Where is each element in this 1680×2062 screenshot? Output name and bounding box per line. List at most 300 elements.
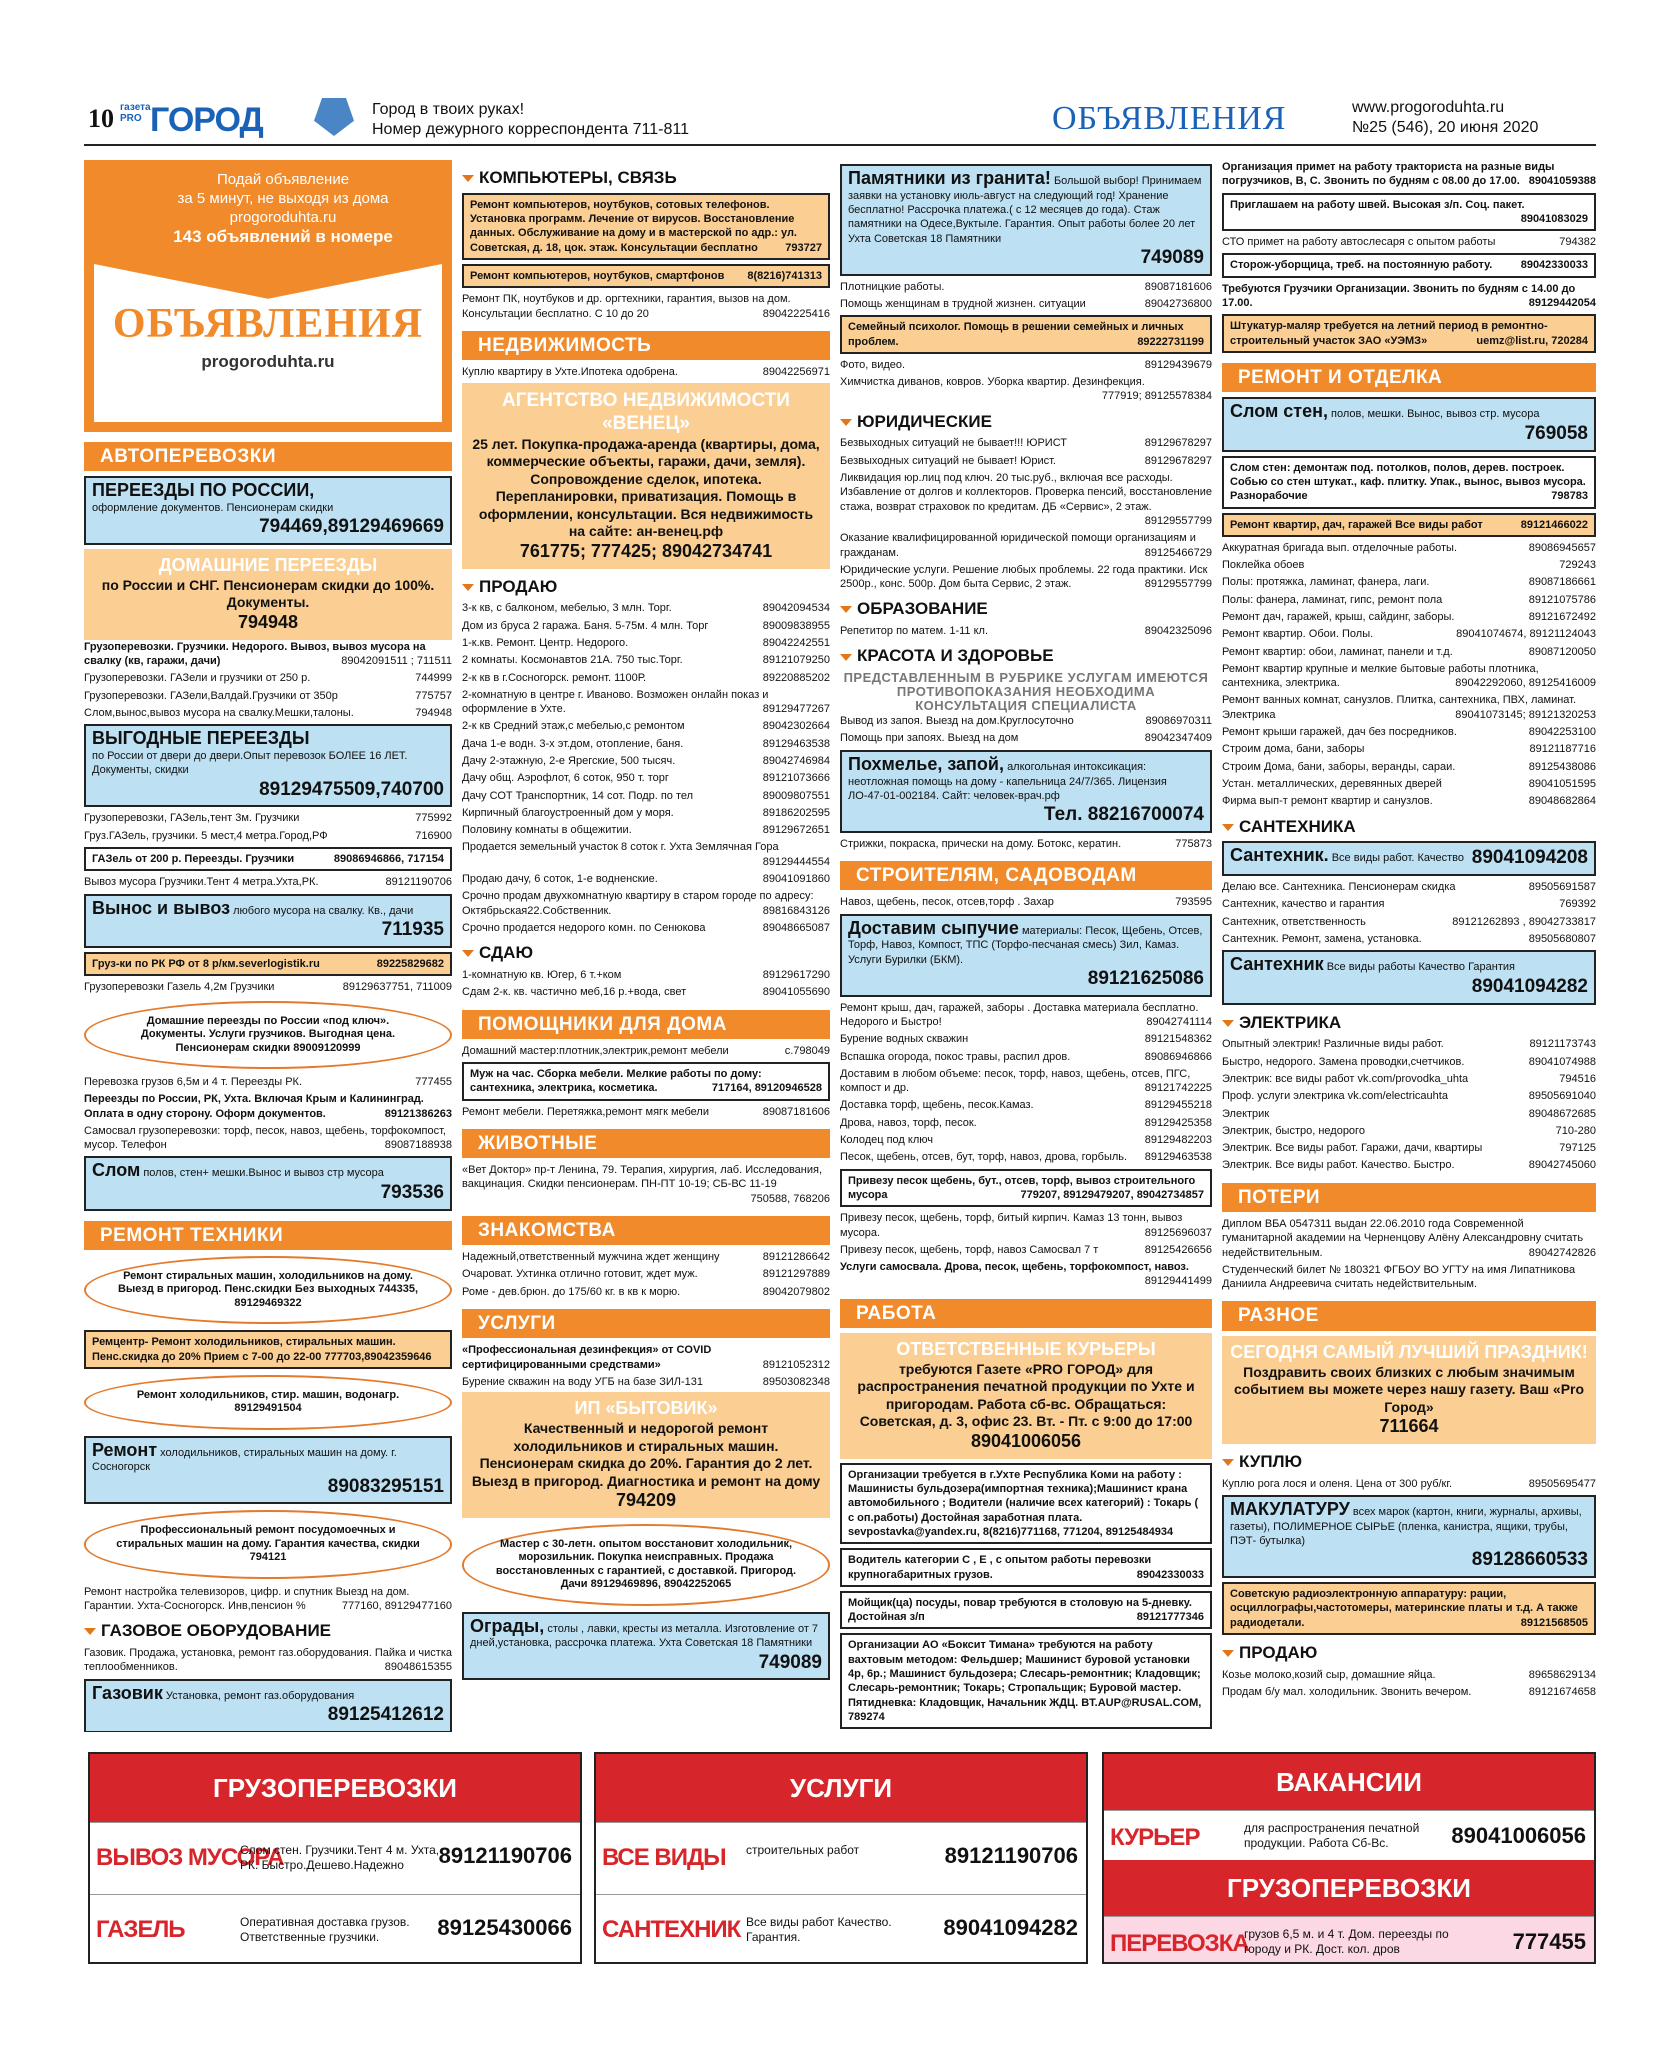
ad-text: Электрик. Все виды работ. Качество. Быстро.	[1222, 1159, 1455, 1172]
ad-box	[1222, 1582, 1596, 1635]
ad-head: Доставим сыпучие	[848, 917, 1019, 938]
list-item	[840, 1150, 1212, 1164]
ad-box	[84, 724, 452, 807]
ad-phone: 779207, 89129479207, 89042734857	[1020, 1188, 1204, 1201]
ad-text: Газовик. Продажа, установка, ремонт газ.оборудования. Пайка и чистка теплообменников.	[84, 1647, 452, 1674]
ad-item	[840, 895, 1212, 909]
ad-text: оформление документов. Пенсионерам скидки	[92, 501, 334, 514]
ad-text: Куплю рога лося и оленя. Цена от 300 руб/кг.	[1222, 1477, 1453, 1490]
promo-top	[84, 160, 452, 247]
ad-text: Слом,вынос,вывоз мусора на свалку.Мешки,талоны.	[84, 707, 354, 720]
ad-phone: 89121173743	[1529, 1038, 1596, 1051]
ad-text: Ремонт мебели. Перетяжка,ремонт мягк мебели	[462, 1105, 709, 1118]
ad-phone: 89041074674, 89121124043	[1456, 628, 1596, 641]
section-tech-repair: РЕМОНТ ТЕХНИКИ	[84, 1221, 452, 1250]
sell-list	[462, 601, 830, 935]
ad-text: Бурение водных скважин	[840, 1033, 969, 1046]
ad-text: Помощь при запоях. Выезд на дом	[840, 732, 1019, 745]
ad-box	[1222, 513, 1596, 537]
ad-head: Газовик	[92, 1682, 163, 1703]
list-item	[840, 1032, 1212, 1046]
list-item	[1222, 777, 1596, 791]
ad-box	[840, 914, 1212, 997]
list-item	[1222, 760, 1596, 774]
ad-box	[840, 750, 1212, 833]
ad-text: Ремонт стиральных машин, холодильников на дому. Выезд в пригород. Пенс.скидки Без выходных	[117, 1270, 413, 1296]
bottom-desc: Все виды работ Качество. Гарантия.	[746, 1915, 892, 1944]
ad-text: холодильников, стиральных машин на дому. г. Сосногорск	[92, 1446, 397, 1474]
ad-text: Фото, видео.	[840, 358, 906, 371]
ad-text: Грузоперевозки. ГАЗели,Валдай.Грузчики от 350р	[84, 689, 338, 702]
builders-list	[840, 1001, 1212, 1165]
list-item	[840, 1001, 1212, 1030]
ad-item	[840, 731, 1212, 745]
banner-title: ОТВЕТСТВЕННЫЕ КУРЬЕРЫ	[896, 1338, 1156, 1359]
ad-phone: 89041094208	[1471, 847, 1588, 869]
ad-phone: 89041073145; 89121320253	[1455, 708, 1596, 721]
list-item	[840, 454, 1212, 468]
ad-phone: 89121297889	[762, 1268, 830, 1281]
ad-phone: 89129455218	[1144, 1099, 1212, 1112]
ad-phone: 89121262893 , 89042733817	[1452, 915, 1596, 928]
section-work: РАБОТА	[840, 1299, 1212, 1328]
ad-phone: 89042330033	[1520, 259, 1588, 272]
ad-phone: 89129469896, 89042252065	[590, 1578, 732, 1591]
ad-phone: 89658629134	[1528, 1668, 1596, 1681]
ad-text: Полы: фанера, ламинат, гипс, ремонт пола	[1222, 593, 1443, 606]
bottom-phone: 89121190706	[438, 1843, 572, 1868]
list-item	[1222, 1089, 1596, 1103]
ad-text: Песок, щебень, отсев, бут, торф, навоз, дрова, горбыль.	[840, 1151, 1128, 1164]
ad-text: Домашние переезды по России «под ключ». Документы. Услуги грузчиков. Выгодная цена. Пенсионерам скидки	[140, 1014, 396, 1054]
ad-item	[840, 1211, 1212, 1240]
ad-text: Мастер с 30-летн. опытом восстановит холодильник, морозильник. Покупка неисправных. Продажа восстановленных с гарантией, с доставкой. Пригород. Дачи	[495, 1538, 797, 1591]
ad-phone: uemz@list.ru, 720284	[1476, 334, 1588, 347]
ad-text: Дрова, навоз, торф, песок.	[840, 1116, 977, 1129]
ad-phone: 769058	[1524, 422, 1588, 444]
ad-text: Сантехник, ответственность	[1222, 915, 1366, 928]
ad-box	[840, 1548, 1212, 1587]
ad-phone: 89129491504	[234, 1402, 302, 1415]
ad-text: Электрик. Все виды работ. Гаражи, дачи, квартиры	[1222, 1142, 1483, 1155]
ad-text: Профессиональный ремонт посудомоечных и стиральных машин на дому. Гарантия качества, скидки	[116, 1524, 420, 1550]
legal-list	[840, 436, 1212, 591]
ad-phone: 89042225416	[762, 307, 830, 320]
ad-phone: 744999	[415, 672, 452, 685]
tagline-line1: Город в твоих руках!	[372, 101, 525, 118]
ad-phone: Тел. 88216700074	[1043, 804, 1204, 826]
ad-phone: 89129672651	[762, 824, 830, 837]
ad-phone: 89129463538	[762, 737, 830, 750]
list-item	[1222, 610, 1596, 624]
ad-text: Ремцентр- Ремонт холодильников, стиральных машин. Пенс.скидка до 20% Прием с 7-00 до 22-00	[92, 1336, 396, 1363]
bottom-title: ВАКАНСИИ	[1104, 1754, 1594, 1810]
ad-text: Груз.ГАЗель, грузчики. 5 мест,4 метра.Город,РФ	[84, 829, 328, 842]
ad-box	[84, 1156, 452, 1210]
list-item	[1222, 932, 1596, 946]
ad-text: Половину комнаты в общежитии.	[462, 824, 632, 837]
ad-phone: 89225829682	[376, 958, 444, 971]
ad-box	[84, 952, 452, 976]
bottom-phone: 89121190706	[944, 1843, 1078, 1868]
ad-phone: 797125	[1559, 1142, 1596, 1155]
ad-phone: 89121187716	[1529, 743, 1596, 756]
ad-phone: 711935	[381, 919, 444, 941]
list-item	[462, 1285, 830, 1299]
section-real-estate: НЕДВИЖИМОСТЬ	[462, 331, 830, 360]
ad-item	[84, 980, 452, 994]
ad-phone: 89121073666	[762, 772, 830, 785]
list-item	[1222, 725, 1596, 739]
bottom-row	[596, 1822, 1086, 1894]
ad-phone: 89125438086	[1528, 760, 1596, 773]
ad-phone: 89041059388	[1528, 175, 1596, 188]
section-misc: РАЗНОЕ	[1222, 1301, 1596, 1330]
ad-text: 2-к кв Средний этаж,с мебелью,с ремонтом	[462, 720, 685, 733]
ad-text: Самосвал грузоперевозки: торф, песок, навоз, щебень, торфокомпост, мусор. Телефон	[84, 1124, 446, 1152]
ad-phone: 89048615355	[384, 1661, 452, 1674]
ad-item	[840, 1243, 1212, 1257]
ad-item	[1222, 1685, 1596, 1699]
electrics-list	[1222, 1037, 1596, 1172]
ad-phone: 89042242551	[762, 636, 830, 649]
ad-text: Водитель категории С , Е , с опытом работы перевозки крупногабаритных грузов.	[848, 1554, 1152, 1581]
ad-text: 1-комнатную кв. Югер, 6 т.+ком	[462, 968, 622, 981]
ad-text: Ремонт настройка телевизоров, цифр. и спутник Выезд на дом. Гарантии. Ухта-Сосногорск. Инв,пенсион %	[84, 1585, 410, 1612]
ad-phone: 89042742826	[1528, 1246, 1596, 1259]
bottom-cargo-banner	[88, 1752, 582, 1964]
ad-text: 1-к.кв. Ремонт. Центр. Недорого.	[462, 636, 629, 649]
ad-phone: 89041083029	[1520, 212, 1588, 225]
section-title: ОБЪЯВЛЕНИЯ	[1052, 100, 1287, 137]
ad-text: Аккуратная бригада вып. отделочные работы.	[1222, 541, 1457, 554]
ad-phone: 89121674658	[1528, 1686, 1596, 1699]
ad-phone: 89125426656	[1144, 1243, 1212, 1256]
list-item	[462, 985, 830, 999]
ad-phone: 89087188938	[384, 1139, 452, 1152]
ad-item	[462, 1375, 830, 1389]
ad-oval	[84, 1001, 452, 1069]
ad-phone: 89129439679	[1144, 358, 1212, 371]
ad-box	[1222, 253, 1596, 277]
agency-text: 25 лет. Покупка-продажа-аренда (квартиры, дома, коммерческие объекты, гаражи, дачи, земля). Сопровождение сделок, ипотека. Перепланировки, приватизация. Помощь в оформлении, консультации. Вся недвижимость на сайте: ан-венец.рф	[472, 435, 820, 540]
ad-box	[84, 1436, 452, 1505]
bottom-row	[596, 1894, 1086, 1964]
ad-oval	[462, 1524, 830, 1606]
banner-title: ИП «БЫТОВИК»	[574, 1398, 718, 1419]
ad-item	[840, 714, 1212, 728]
ad-phone: 775757	[415, 689, 452, 702]
list-item	[1222, 693, 1596, 722]
bottom-services-banner	[594, 1752, 1088, 1964]
ad-phone: 89121075786	[1528, 593, 1596, 606]
promo-block[interactable]	[84, 160, 452, 432]
ad-item	[462, 1105, 830, 1119]
section-sell: ПРОДАЮ	[1222, 1643, 1596, 1664]
ad-phone: 89129678297	[1144, 437, 1212, 450]
ad-text: Стрижки, покраска, прически на дому. Ботокс, кератин.	[840, 837, 1122, 850]
ad-box	[840, 1591, 1212, 1630]
ad-box	[840, 164, 1212, 276]
list-item	[1222, 1124, 1596, 1138]
ad-text: Продаю дачу, 6 соток, 1-е водненские.	[462, 873, 658, 886]
ad-phone: 89086945657	[1528, 541, 1596, 554]
ad-phone: 89503082348	[762, 1375, 830, 1388]
issue-info: №25 (546), 20 июня 2020	[1352, 119, 1539, 136]
list-item	[1222, 541, 1596, 555]
ad-text: Доставка торф, щебень, песок.Камаз.	[840, 1099, 1034, 1112]
ad-text: Сдам 2-к. кв. частично меб,16 р.+вода, свет	[462, 986, 687, 999]
section-plumbing: САНТЕХНИКА	[1222, 817, 1596, 838]
ad-text: Фирма вып-т ремонт квартир и санузлов.	[1222, 795, 1433, 808]
ad-item	[462, 365, 830, 379]
plumbing-list	[1222, 880, 1596, 946]
ad-phone: 89087186661	[1528, 576, 1596, 589]
ad-head: Слом	[92, 1160, 141, 1181]
ad-phone: 89041094282	[1471, 975, 1588, 997]
repair-list	[1222, 541, 1596, 809]
ad-oval	[84, 1375, 452, 1430]
ad-text: ГАЗель от 200 р. Переезды. Грузчики	[92, 853, 295, 866]
ad-text: Доставим в любом объеме: песок, торф, навоз, щебень, отсев, ПГС, компост и др.	[840, 1067, 1191, 1095]
list-item	[462, 636, 830, 650]
ad-phone: 8(8216)741313	[747, 269, 822, 282]
section-gas: ГАЗОВОЕ ОБОРУДОВАНИЕ	[84, 1621, 452, 1642]
list-item	[1222, 1158, 1596, 1172]
promo-url[interactable]: progoroduhta.ru	[201, 352, 335, 371]
ad-phone: 89042302664	[762, 720, 830, 733]
ad-item	[462, 292, 830, 321]
ad-phone: 750588, 768206	[750, 1192, 830, 1205]
ad-text: Дачу общ. Аэрофлот, 6 соток, 950 т. торг	[462, 772, 669, 785]
ad-text: Студенческий билет № 180321 ФГБОУ ВО УГТУ на имя Липатникова Даниила Андреевича считать недействительным.	[1222, 1263, 1576, 1291]
ad-text: Делаю все. Сантехника. Пенсионерам скидка	[1222, 880, 1456, 893]
list-item	[462, 754, 830, 768]
ad-text: Очароват. Ухтинка отлично готовит, ждет муж.	[462, 1268, 698, 1281]
section-dating: ЗНАКОМСТВА	[462, 1216, 830, 1245]
ad-head: Сантехник.	[1230, 845, 1329, 866]
ad-phone: 89129557799	[1144, 514, 1212, 527]
list-item	[1222, 1037, 1596, 1051]
ad-text: Все виды работы Качество Гарантия	[1326, 961, 1515, 974]
ad-box	[1222, 314, 1596, 353]
ad-text: Ремонт крыши гаражей, дач без посредников.	[1222, 726, 1457, 739]
list-item	[462, 771, 830, 785]
ad-text: 2-комнатную в центре г. Иваново. Возможен онлайн показ и оформление в Ухте.	[462, 688, 769, 716]
ad-item	[840, 837, 1212, 851]
ad-phone: 89042256971	[762, 365, 830, 378]
page-number: 10	[88, 104, 114, 133]
bottom-title: УСЛУГИ	[596, 1754, 1086, 1822]
page-header	[84, 94, 1596, 146]
ad-phone: 89121286642	[762, 1251, 830, 1264]
ad-item	[84, 640, 452, 669]
ad-text: Сантехник. Ремонт, замена, установка.	[1222, 932, 1422, 945]
ad-text: «Профессиональная дезинфекция» от COVID сертифицированными средствами»	[462, 1344, 712, 1371]
ad-text: Бурение скважин на воду УГБ на базе ЗИЛ-131	[462, 1375, 703, 1388]
ad-text: Ремонт холодильников, стир. машин, водонагр.	[136, 1388, 400, 1401]
ad-text: Срочно продам двухкомнатную квартиру в старом городе по адресу: Октябрьская22.Собственник.	[462, 890, 814, 917]
ad-box	[462, 1612, 830, 1681]
ad-head: ПЕРЕЕЗДЫ ПО РОССИИ,	[92, 480, 315, 501]
promo-count: 143 объявлений в номере	[173, 227, 393, 246]
ad-text: Продается земельный участок 8 соток г. Ухта Землячная Гора	[462, 841, 779, 854]
ad-phone: 89086970311	[1145, 715, 1212, 728]
ad-text: Перевозка грузов 6,5м и 4 т. Переезды РК.	[84, 1075, 303, 1088]
ad-phone: 794382	[1559, 236, 1596, 249]
promo-line: Подай объявление	[216, 171, 350, 188]
list-item	[462, 737, 830, 751]
list-item	[462, 1250, 830, 1264]
ad-item	[1222, 160, 1596, 189]
list-item	[1222, 897, 1596, 911]
section-services: УСЛУГИ	[462, 1309, 830, 1338]
bottom-key: ВЫВОЗ МУСОРА	[96, 1844, 284, 1871]
ad-box	[462, 193, 830, 260]
ad-phone: с.798049	[784, 1044, 830, 1057]
ad-text: Электрик: все виды работ vk.com/provodka_uhta	[1222, 1072, 1469, 1085]
agency-ad	[462, 383, 830, 568]
ad-item	[462, 1163, 830, 1206]
bottom-desc: Оперативная доставка грузов. Ответственные грузчики.	[240, 1915, 410, 1944]
list-item	[840, 563, 1212, 592]
section-rent: СДАЮ	[462, 943, 830, 964]
ad-phone: 89087120050	[1528, 645, 1596, 658]
ad-text: Ремонт квартир: обои, ламинат, панели и т.д.	[1222, 645, 1453, 658]
ad-text: Колодец под ключ	[840, 1134, 933, 1147]
ad-box	[1222, 193, 1596, 232]
list-item	[462, 719, 830, 733]
ad-text: Плотницкие работы.	[840, 280, 945, 293]
ad-item	[840, 280, 1212, 294]
ad-box	[1222, 1495, 1596, 1578]
ad-phone: 777160, 89129477160	[341, 1599, 452, 1612]
hand-logo-icon	[314, 98, 354, 136]
banner-phone: 794948	[237, 611, 299, 632]
bottom-title: ГРУЗОПЕРЕВОЗКИ	[1104, 1860, 1594, 1916]
agency-title: АГЕНТСТВО НЕДВИЖИМОСТИ «ВЕНЕЦ»	[502, 390, 790, 435]
list-item	[462, 653, 830, 667]
ad-text: Ремонт квартир крупные и мелкие бытовые работы плотника, сантехника, электрика.	[1222, 662, 1539, 690]
ad-text: Грузоперевозки, ГАЗель,тент 3м. Грузчики	[84, 812, 300, 825]
ad-phone: 89816843126	[762, 904, 830, 917]
ad-phone: 777455	[415, 1075, 452, 1088]
list-item	[462, 968, 830, 982]
ad-text: Надежный,ответственный мужчина ждет женщину	[462, 1251, 720, 1264]
ad-phone: 89042746984	[762, 754, 830, 767]
ad-text: Груз-ки по РК РФ от 8 р/км.severlogistik.ru	[92, 958, 320, 971]
list-item	[1222, 794, 1596, 808]
ad-phone: 89087181606	[1144, 280, 1212, 293]
promo-line: progoroduhta.ru	[229, 209, 337, 226]
banner-title: ДОМАШНИЕ ПЕРЕЕЗДЫ	[158, 554, 378, 575]
ad-text: Куплю квартиру в Ухте.Ипотека одобрена.	[462, 365, 678, 378]
ad-item	[1222, 1477, 1596, 1491]
ad-phone: 777919; 89125578384	[1101, 390, 1212, 403]
list-item	[1222, 575, 1596, 589]
ad-phone: 89042253100	[1528, 726, 1596, 739]
ad-text: всех марок (картон, книги, журналы, архивы, газеты), ПОЛИМЕРНОЕ СЫРЬЕ (пленка, канистра, ящики, трубы, ПЭТ- бутылка)	[1230, 1506, 1582, 1548]
section-repair: РЕМОНТ И ОТДЕЛКА	[1222, 363, 1596, 392]
bottom-row	[1104, 1810, 1594, 1860]
ad-text: Навоз, щебень, песок, отсев,торф . Захар	[840, 896, 1054, 909]
bottom-row	[90, 1894, 580, 1964]
ad-item	[840, 375, 1212, 404]
ad-text: Электрик	[1222, 1107, 1270, 1120]
ad-phone: 89129617290	[762, 968, 830, 981]
ad-banner	[84, 549, 452, 640]
ad-box	[1222, 841, 1596, 876]
ad-text: по России от двери до двери.Опыт перевозок БОЛЕЕ 16 ЛЕТ. Документы, скидки	[92, 750, 408, 777]
section-education: ОБРАЗОВАНИЕ	[840, 599, 1212, 620]
ad-text: 2-к кв в г.Сосногорск. ремонт. 1100Р.	[462, 671, 647, 684]
ad-phone: 89121777346	[1136, 1611, 1204, 1624]
ad-phone: 89129637751, 711009	[342, 981, 452, 994]
ad-box	[84, 476, 452, 545]
ad-text: Ремонт компьютеров, ноутбуков, сотовых телефонов. Установка программ. Лечение от вирусов. Восстановление данных. Обслуживание на дому и в мастерской по адр.: ул. Советская, д. 18, цок. этаж. Консультации бесплатно	[470, 198, 797, 254]
ad-text: Роме - дев.брюн. до 175/60 кг. в кв к морю.	[462, 1285, 681, 1298]
ad-phone: 89222731199	[1137, 335, 1204, 348]
bottom-phone: 777455	[1512, 1929, 1586, 1954]
list-item	[1222, 1141, 1596, 1155]
ad-box	[840, 315, 1212, 354]
ad-text: Привезу песок, щебень, торф, битый кирпич. Камаз 13 тонн, вывоз мусора.	[840, 1212, 1183, 1239]
ad-phone: 89121742225	[1144, 1082, 1212, 1095]
section-beauty: КРАСОТА И ЗДОРОВЬЕ	[840, 646, 1212, 667]
ad-phone: 777703,89042359646	[324, 1350, 432, 1363]
ad-text: Сантехник, качество и гарантия	[1222, 898, 1385, 911]
ad-phone: 89125466729	[1144, 546, 1212, 559]
ad-text: Репетитор по матем. 1-11 кл.	[840, 625, 989, 638]
bottom-key: КУРЬЕР	[1110, 1824, 1200, 1851]
ad-text: Опытный электрик! Различные виды работ.	[1222, 1038, 1444, 1051]
ad-text: Помощь женщинам в трудной жизнен. ситуации	[840, 297, 1086, 310]
ad-phone: BT.AUP@RUSAL.COM, 789274	[848, 1696, 1202, 1723]
section-electrics: ЭЛЕКТРИКА	[1222, 1013, 1596, 1034]
logo-text: ГОРОД	[150, 101, 263, 139]
banner-title: СЕГОДНЯ САМЫЙ ЛУЧШИЙ ПРАЗДНИК!	[1230, 1341, 1588, 1362]
ad-box	[1222, 397, 1596, 451]
ad-text: 3-к кв, с балконом, мебелью, 3 млн. Торг.	[462, 602, 672, 615]
ad-phone: 89042736800	[1144, 297, 1212, 310]
list-item	[840, 436, 1212, 450]
ad-item	[84, 875, 452, 889]
bottom-phone: 89041094282	[943, 1915, 1078, 1940]
ad-text: «Вет Доктор» пр-т Ленина, 79. Терапия, хирургия, лаб. Исследования, вакцинация. Скидки пенсионерам. ПН-ПТ 10-19; СБ-ВС 11-19	[462, 1164, 823, 1191]
ad-item	[84, 1075, 452, 1089]
ad-item	[1222, 1217, 1596, 1260]
ad-phone: 89505680807	[1528, 932, 1596, 945]
ad-text: Срочно продается недорого комн. по Сенюкова	[462, 921, 706, 934]
ad-phone: 89129482203	[1144, 1134, 1212, 1147]
ad-text: СТО примет на работу автослесаря с опытом работы	[1222, 236, 1496, 249]
ad-text: Семейный психолог. Помощь в решении семейных и личных проблем.	[848, 321, 1184, 348]
ad-text: Продам б/у мал. холодильник. Звонить вечером.	[1222, 1686, 1472, 1699]
ad-head: Ремонт	[92, 1439, 158, 1460]
ad-item	[84, 829, 452, 843]
tagline-line2: Номер дежурного корреспондента 711-811	[372, 121, 689, 138]
site-url[interactable]: www.progoroduhta.ru	[1352, 99, 1505, 116]
ad-text: Вывоз мусора Грузчики.Тент 4 метра.Ухта,РК.	[84, 876, 319, 889]
ad-phone: 89129442054	[1528, 297, 1596, 310]
ad-item	[840, 358, 1212, 372]
ad-text: Сторож-уборщица, треб. на постоянную работу.	[1230, 259, 1493, 272]
ad-text: Переезды по России, РК, Ухта. Включая Крым и Калининград. Оплата в одну сторону. Оформ документов.	[84, 1093, 424, 1120]
ad-phone: 89041055690	[762, 986, 830, 999]
ad-item	[462, 1343, 830, 1372]
bottom-title: ГРУЗОПЕРЕВОЗКИ	[90, 1754, 580, 1822]
ad-item	[84, 1092, 452, 1121]
